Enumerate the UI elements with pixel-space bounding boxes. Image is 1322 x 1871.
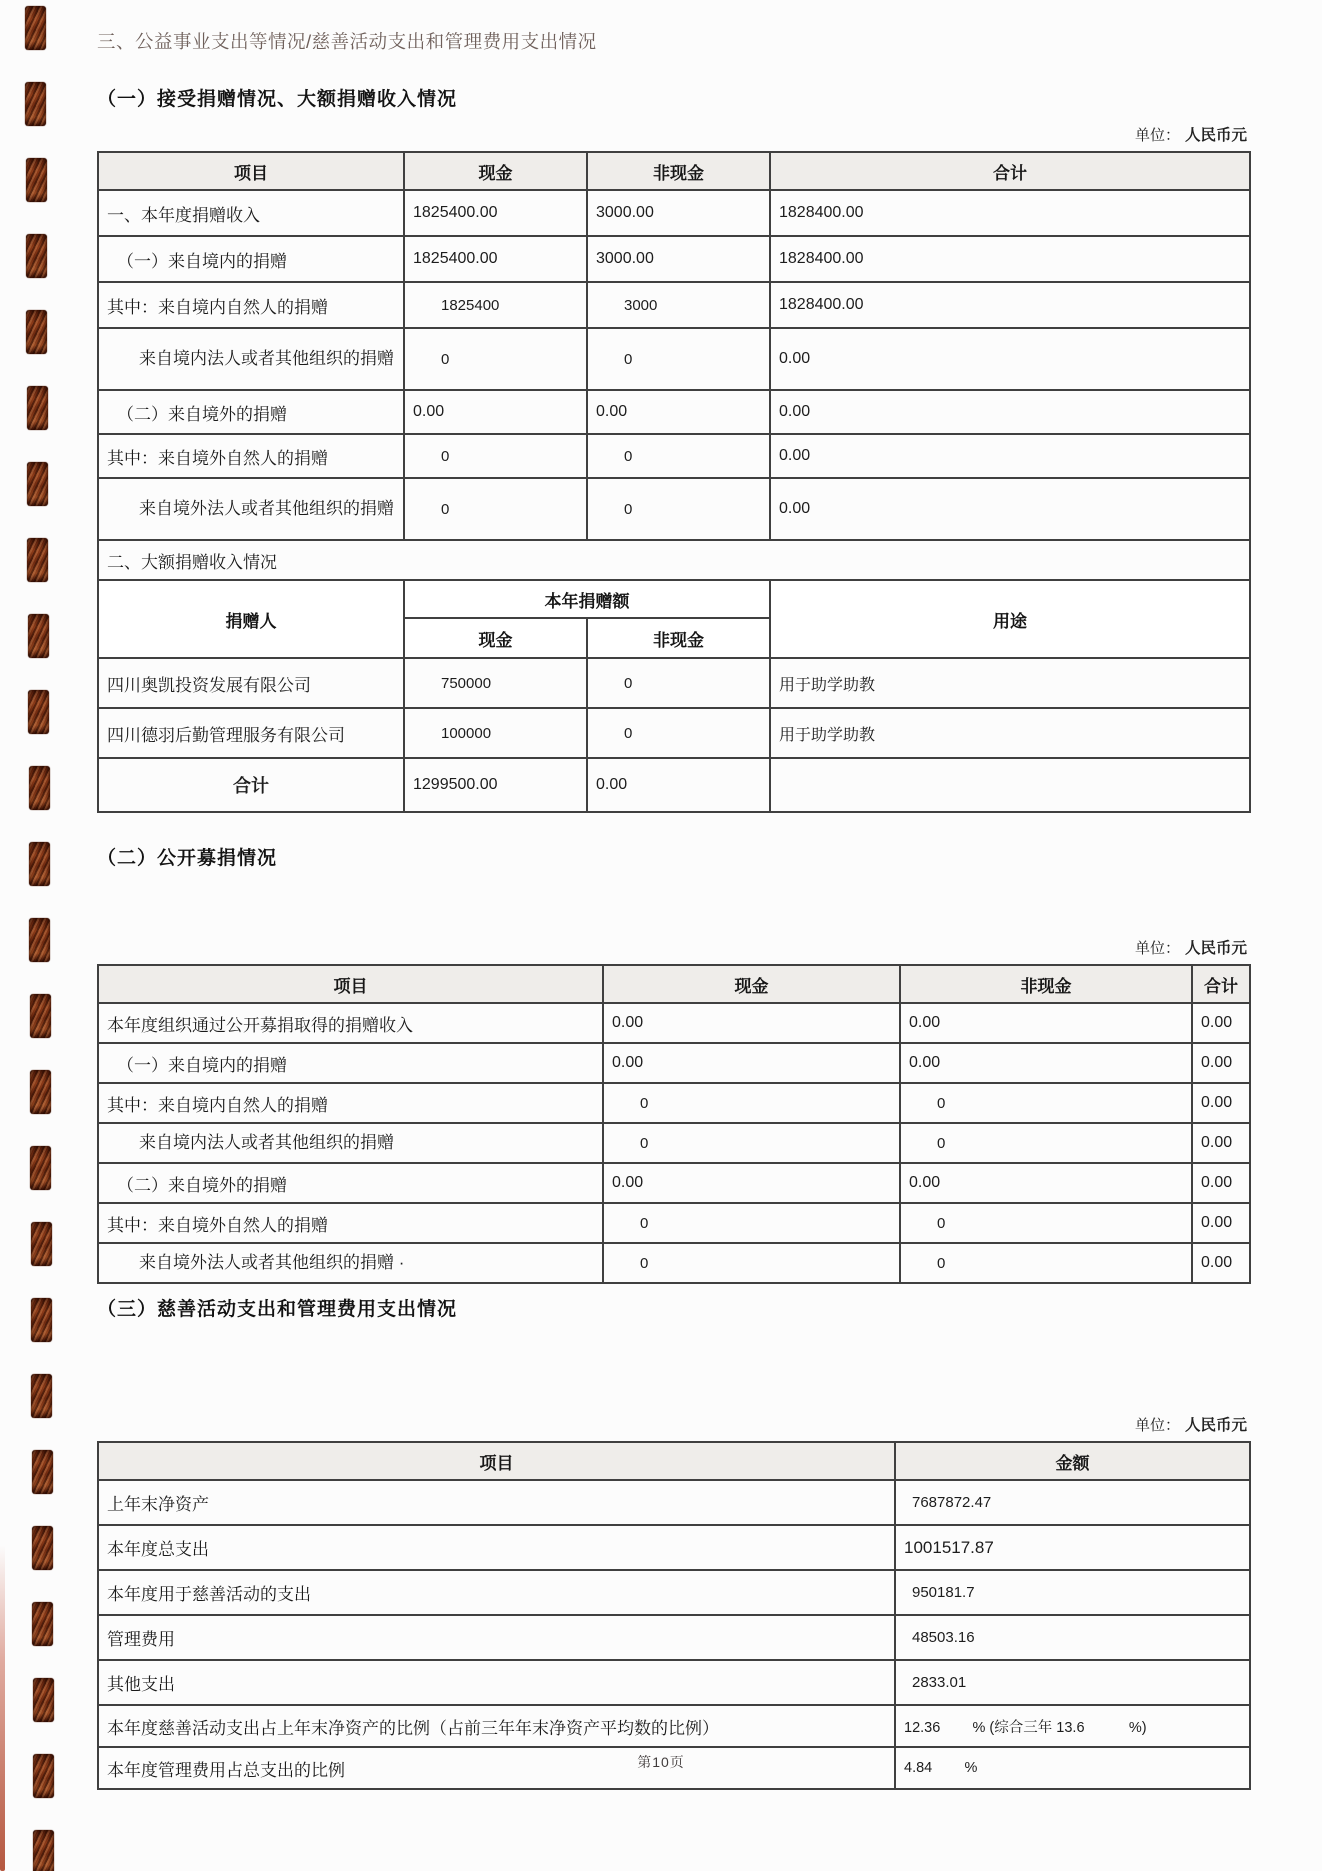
- total-value: 1828400.00: [770, 190, 1250, 236]
- binding-hole: [30, 1070, 51, 1114]
- row-label: （一）来自境内的捐赠: [98, 236, 404, 282]
- binding-hole: [31, 1298, 52, 1342]
- page-footer: 第10页: [637, 1754, 685, 1770]
- cash-value: 0: [603, 1243, 900, 1283]
- donor-cash: 750000: [404, 658, 587, 708]
- cash-value: 0: [603, 1123, 900, 1163]
- total-label: 合计: [98, 758, 404, 812]
- col-header-item: 项目: [98, 152, 404, 190]
- table-row: [98, 390, 1250, 434]
- total-value: 1828400.00: [770, 282, 1250, 328]
- row-label: 其中：来自境内自然人的捐赠: [98, 282, 404, 328]
- unit-currency: 人民币元: [1184, 1417, 1247, 1434]
- table-row: [98, 1660, 1250, 1705]
- total-value: 0.00: [770, 478, 1250, 540]
- subsection-label: 二、大额捐赠收入情况: [98, 540, 1250, 580]
- unit-prefix: 单位：: [1134, 940, 1180, 957]
- cash-value: 0.00: [603, 1163, 900, 1203]
- col-header-amount-group: 本年捐赠额: [404, 580, 770, 618]
- public-fundraising-table: [97, 964, 1251, 1284]
- noncash-value: 0: [900, 1123, 1192, 1163]
- amount-value: 2833.01: [895, 1660, 1250, 1705]
- table-row: [98, 328, 1250, 390]
- donor-name: 四川德羽后勤管理服务有限公司: [98, 708, 404, 758]
- noncash-value: 0.00: [900, 1163, 1192, 1203]
- row-label: 本年度管理费用占总支出的比例: [98, 1747, 895, 1789]
- noncash-value: 0: [900, 1243, 1192, 1283]
- total-value: 0.00: [1192, 1203, 1250, 1243]
- table-row: [98, 478, 1250, 540]
- binding-hole: [29, 918, 50, 962]
- total-noncash: 0.00: [587, 758, 770, 812]
- total-value: 0.00: [1192, 1043, 1250, 1083]
- binding-hole: [27, 462, 48, 506]
- row-label: （一）来自境内的捐赠: [98, 1043, 603, 1083]
- section2-heading: （二）公开募捐情况: [97, 848, 278, 869]
- section1-heading: （一）接受捐赠情况、大额捐赠收入情况: [97, 89, 458, 110]
- row-label: 来自境外法人或者其他组织的捐赠: [98, 478, 404, 540]
- total-value: 0.00: [770, 390, 1250, 434]
- row-label: （二）来自境外的捐赠: [98, 390, 404, 434]
- row-label: 本年度慈善活动支出占上年末净资产的比例（占前三年年末净资产平均数的比例）: [98, 1705, 895, 1747]
- binding-hole: [29, 766, 50, 810]
- table-row: [98, 1163, 1250, 1203]
- noncash-value: 0.00: [587, 390, 770, 434]
- expenditure-table: [97, 1441, 1251, 1790]
- binding-hole: [28, 690, 49, 734]
- amount-value: 1001517.87: [895, 1525, 1250, 1570]
- noncash-value: 0: [900, 1083, 1192, 1123]
- row-label: 来自境内法人或者其他组织的捐赠: [98, 1123, 603, 1163]
- ratio-value: 4.84 %: [895, 1747, 1250, 1789]
- col-header-cash: 现金: [603, 965, 900, 1003]
- total-cash: 1299500.00: [404, 758, 587, 812]
- donation-income-table: [97, 151, 1251, 813]
- amount-value: 950181.7: [895, 1570, 1250, 1615]
- table-row: [98, 1615, 1250, 1660]
- binding-strip: [0, 0, 70, 1871]
- noncash-value: 0: [900, 1203, 1192, 1243]
- total-row: [98, 758, 1250, 812]
- col-header-cash: 现金: [404, 152, 587, 190]
- binding-hole: [29, 842, 50, 886]
- binding-hole: [26, 158, 47, 202]
- col-header-total: 合计: [1192, 965, 1250, 1003]
- table-row: [98, 1123, 1250, 1163]
- total-value: 1828400.00: [770, 236, 1250, 282]
- table-row: [98, 434, 1250, 478]
- table-header-row: [98, 965, 1250, 1003]
- row-label: 一、本年度捐赠收入: [98, 190, 404, 236]
- unit-label-1: [97, 123, 1249, 145]
- row-label: 来自境外法人或者其他组织的捐赠 ·: [98, 1243, 603, 1283]
- noncash-value: 0: [587, 478, 770, 540]
- cash-value: 0: [404, 328, 587, 390]
- cash-value: 0: [404, 478, 587, 540]
- binding-hole: [31, 1374, 52, 1418]
- row-label: 本年度用于慈善活动的支出: [98, 1570, 895, 1615]
- col-header-noncash: 非现金: [900, 965, 1192, 1003]
- noncash-value: 0.00: [900, 1043, 1192, 1083]
- total-purpose-cell: [770, 758, 1250, 812]
- binding-hole: [26, 310, 47, 354]
- binding-hole: [27, 538, 48, 582]
- donor-purpose: 用于助学助教: [770, 658, 1250, 708]
- binding-hole: [33, 1678, 54, 1722]
- donor-noncash: 0: [587, 708, 770, 758]
- binding-hole: [30, 994, 51, 1038]
- noncash-value: 3000: [587, 282, 770, 328]
- noncash-value: 3000.00: [587, 190, 770, 236]
- binding-hole: [30, 1146, 51, 1190]
- total-value: 0.00: [1192, 1083, 1250, 1123]
- col-header-item: 项目: [98, 965, 603, 1003]
- row-label: 其中：来自境外自然人的捐赠: [98, 434, 404, 478]
- noncash-value: 3000.00: [587, 236, 770, 282]
- row-label: 本年度总支出: [98, 1525, 895, 1570]
- donor-noncash: 0: [587, 658, 770, 708]
- cash-value: 0: [404, 434, 587, 478]
- binding-hole: [32, 1526, 53, 1570]
- table-row: [98, 282, 1250, 328]
- row-label: 本年度组织通过公开募捐取得的捐赠收入: [98, 1003, 603, 1043]
- table-row: [98, 1480, 1250, 1525]
- total-value: 0.00: [1192, 1003, 1250, 1043]
- subsection-row: [98, 540, 1250, 580]
- col-header-item: 项目: [98, 1442, 895, 1480]
- table-row: [98, 1203, 1250, 1243]
- cash-value: 0: [603, 1203, 900, 1243]
- binding-hole: [32, 1602, 53, 1646]
- table-header-row: [98, 1442, 1250, 1480]
- noncash-value: 0.00: [900, 1003, 1192, 1043]
- table-row: [98, 1043, 1250, 1083]
- page-edge-mark: [0, 1545, 5, 1871]
- row-label: 其中：来自境内自然人的捐赠: [98, 1083, 603, 1123]
- table-row: [98, 1525, 1250, 1570]
- cash-value: 0.00: [603, 1043, 900, 1083]
- row-label: 其中：来自境外自然人的捐赠: [98, 1203, 603, 1243]
- col-header-amount: 金额: [895, 1442, 1250, 1480]
- cash-value: 0.00: [603, 1003, 900, 1043]
- noncash-value: 0: [587, 434, 770, 478]
- cash-value: 1825400.00: [404, 190, 587, 236]
- unit-label-2: [97, 936, 1249, 958]
- binding-hole: [31, 1222, 52, 1266]
- row-label: （二）来自境外的捐赠: [98, 1163, 603, 1203]
- row-label: 管理费用: [98, 1615, 895, 1660]
- table-row: [98, 1083, 1250, 1123]
- col-header-total: 合计: [770, 152, 1250, 190]
- col-header-noncash: 非现金: [587, 152, 770, 190]
- cash-value: 0: [603, 1083, 900, 1123]
- amount-value: 7687872.47: [895, 1480, 1250, 1525]
- total-value: 0.00: [770, 328, 1250, 390]
- binding-hole: [33, 1830, 54, 1871]
- row-label: 其他支出: [98, 1660, 895, 1705]
- binding-hole: [25, 6, 46, 50]
- donor-name: 四川奥凯投资发展有限公司: [98, 658, 404, 708]
- unit-prefix: 单位：: [1134, 127, 1180, 144]
- cash-value: 1825400.00: [404, 236, 587, 282]
- donor-row: [98, 658, 1250, 708]
- table-row: [98, 1705, 1250, 1747]
- table-row: [98, 1243, 1250, 1283]
- row-label: 上年末净资产: [98, 1480, 895, 1525]
- unit-currency: 人民币元: [1184, 940, 1247, 957]
- binding-hole: [27, 386, 48, 430]
- section3-heading: （三）慈善活动支出和管理费用支出情况: [97, 1299, 458, 1320]
- table-row: [98, 1570, 1250, 1615]
- table-row: [98, 1003, 1250, 1043]
- cash-value: 1825400: [404, 282, 587, 328]
- unit-currency: 人民币元: [1184, 127, 1247, 144]
- donor-cash: 100000: [404, 708, 587, 758]
- binding-hole: [26, 234, 47, 278]
- unit-prefix: 单位：: [1134, 1417, 1180, 1434]
- amount-value: 48503.16: [895, 1615, 1250, 1660]
- binding-hole: [28, 614, 49, 658]
- page-title: 三、公益事业支出等情况/慈善活动支出和管理费用支出情况: [97, 31, 597, 52]
- total-value: 0.00: [1192, 1243, 1250, 1283]
- cash-value: 0.00: [404, 390, 587, 434]
- donor-purpose: 用于助学助教: [770, 708, 1250, 758]
- row-label: 来自境内法人或者其他组织的捐赠: [98, 328, 404, 390]
- table-row: [98, 190, 1250, 236]
- document-content: [97, 0, 1249, 1790]
- binding-hole: [25, 82, 46, 126]
- col-header-donor: 捐赠人: [98, 580, 404, 658]
- unit-label-3: [97, 1413, 1249, 1435]
- total-value: 0.00: [1192, 1163, 1250, 1203]
- col-header-purpose: 用途: [770, 580, 1250, 658]
- col-header-noncash: 非现金: [587, 618, 770, 658]
- col-header-cash: 现金: [404, 618, 587, 658]
- table-header-row: [98, 152, 1250, 190]
- ratio-value: 12.36 % (综合三年 13.6 %): [895, 1705, 1250, 1747]
- total-value: 0.00: [1192, 1123, 1250, 1163]
- total-value: 0.00: [770, 434, 1250, 478]
- table-row: [98, 236, 1250, 282]
- donor-row: [98, 708, 1250, 758]
- binding-hole: [32, 1450, 53, 1494]
- subheader-row: [98, 580, 1250, 618]
- noncash-value: 0: [587, 328, 770, 390]
